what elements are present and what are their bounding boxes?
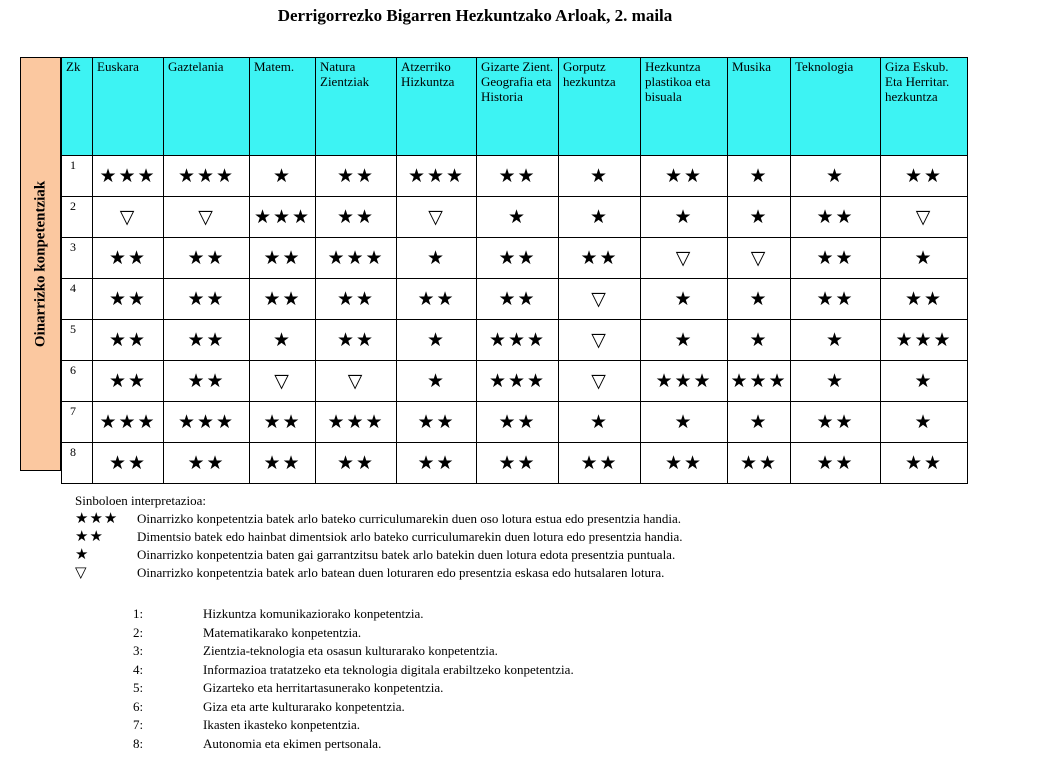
rating-cell: ★★: [316, 320, 397, 361]
rating-cell: ▽: [728, 238, 791, 279]
rating-cell: ★: [250, 156, 316, 197]
rating-cell: ▽: [881, 197, 968, 238]
rating-cell: ★★: [164, 279, 250, 320]
rating-cell: ★: [559, 156, 641, 197]
column-header: Gorputz hezkuntza: [559, 58, 641, 156]
competence-text: Giza eta arte kulturarako konpetentzia.: [203, 698, 405, 714]
rating-cell: ★: [397, 320, 477, 361]
legend-symbol: ▽: [75, 565, 88, 581]
rating-cell: ★★★: [250, 197, 316, 238]
row-number: 8: [62, 443, 93, 484]
rating-cell: ★★: [164, 443, 250, 484]
rating-cell: ★: [728, 156, 791, 197]
rating-cell: ★★: [164, 238, 250, 279]
column-header: Musika: [728, 58, 791, 156]
row-number: 3: [62, 238, 93, 279]
rating-cell: ★★: [164, 320, 250, 361]
table-row: [62, 320, 968, 361]
competence-item: [133, 679, 574, 698]
competence-number: 1:: [133, 606, 144, 621]
rating-cell: ★★: [477, 238, 559, 279]
rating-cell: ★★: [559, 443, 641, 484]
column-header: Euskara: [93, 58, 164, 156]
rating-cell: ▽: [641, 238, 728, 279]
rating-cell: ★★★: [397, 156, 477, 197]
rating-cell: ▽: [250, 361, 316, 402]
competence-item: [133, 716, 574, 735]
rating-cell: ★★: [397, 402, 477, 443]
rating-cell: ★: [641, 402, 728, 443]
rating-cell: ★★★: [164, 156, 250, 197]
rating-cell: ★: [641, 279, 728, 320]
rating-cell: ★★★: [881, 320, 968, 361]
competence-text: Autonomia eta ekimen pertsonala.: [203, 735, 382, 751]
table-row: [62, 361, 968, 402]
rating-cell: ★★★: [316, 238, 397, 279]
rating-cell: ★★: [93, 443, 164, 484]
rating-cell: ★★: [791, 443, 881, 484]
rating-cell: ★: [559, 402, 641, 443]
rating-cell: ★★: [93, 320, 164, 361]
competence-item: [133, 624, 574, 643]
rating-cell: ▽: [164, 197, 250, 238]
legend-item: [75, 546, 682, 564]
column-header: Natura Zientziak: [316, 58, 397, 156]
rating-cell: ★★: [164, 361, 250, 402]
rating-cell: ★★★: [641, 361, 728, 402]
rating-cell: ★★★: [93, 156, 164, 197]
rating-cell: ★: [791, 156, 881, 197]
side-label: [20, 57, 61, 471]
competence-text: Informazioa tratatzeko eta teknologia digitala erabiltzeko konpetentzia.: [203, 661, 574, 677]
rating-cell: ★: [641, 320, 728, 361]
competence-number: 6:: [133, 698, 144, 714]
rating-cell: ★: [728, 320, 791, 361]
rating-cell: ★★: [791, 197, 881, 238]
competence-table: [61, 57, 968, 484]
rating-cell: ★★: [316, 197, 397, 238]
legend-item: [75, 510, 682, 528]
rating-cell: ★★★: [316, 402, 397, 443]
column-header: Atzerriko Hizkuntza: [397, 58, 477, 156]
rating-cell: ▽: [559, 361, 641, 402]
rating-cell: ★★: [881, 279, 968, 320]
competence-number: 4:: [133, 661, 144, 677]
competence-number: 8:: [133, 735, 144, 751]
rating-cell: ★: [250, 320, 316, 361]
row-number: 2: [62, 197, 93, 238]
table-row: [62, 443, 968, 484]
rating-cell: ▽: [559, 279, 641, 320]
column-header: Gaztelania: [164, 58, 250, 156]
legend-text: Oinarrizko konpetentzia batek arlo batean duen loturaren edo presentzia eskasa edo hutsalaren lotura.: [137, 565, 665, 580]
rating-cell: ★★★: [477, 320, 559, 361]
rating-cell: ★: [881, 402, 968, 443]
table-body: [62, 156, 968, 484]
rating-cell: ★★: [641, 156, 728, 197]
competence-list: [133, 605, 574, 753]
competence-item: [133, 642, 574, 661]
rating-cell: ★★: [250, 443, 316, 484]
rating-cell: ★★: [93, 361, 164, 402]
legend-symbol: ★★★: [75, 511, 119, 527]
rating-cell: ★★: [791, 279, 881, 320]
row-number: 1: [62, 156, 93, 197]
rating-cell: ★★: [477, 443, 559, 484]
legend-symbol: ★★: [75, 529, 104, 545]
rating-cell: ★★: [728, 443, 791, 484]
rating-cell: ★★: [559, 238, 641, 279]
rating-cell: ★★: [316, 443, 397, 484]
rating-cell: ★★: [316, 156, 397, 197]
rating-cell: ★★★: [477, 361, 559, 402]
rating-cell: ★★: [316, 279, 397, 320]
competence-number: 2:: [133, 624, 144, 640]
rating-cell: ★★: [791, 238, 881, 279]
column-header: Giza Eskub. Eta Herritar. hezkuntza: [881, 58, 968, 156]
rating-cell: ★★: [791, 402, 881, 443]
column-header: Gizarte Zient. Geografia eta Historia: [477, 58, 559, 156]
competence-item: [133, 735, 574, 754]
legend-heading: Sinboloen interpretazioa:: [75, 493, 207, 508]
rating-cell: ★★: [250, 238, 316, 279]
rating-cell: ★: [397, 238, 477, 279]
rating-cell: ★: [728, 402, 791, 443]
rating-cell: ▽: [93, 197, 164, 238]
rating-cell: ★★★: [164, 402, 250, 443]
row-number: 4: [62, 279, 93, 320]
competence-text: Matematikarako konpetentzia.: [203, 624, 362, 640]
rating-cell: ★: [881, 238, 968, 279]
legend-text: Oinarrizko konpetentzia baten gai garrantzitsu batek arlo batekin duen lotura edota presentzia puntuala.: [137, 547, 676, 562]
table-row: [62, 238, 968, 279]
rating-cell: ★★: [881, 156, 968, 197]
competence-number: 3:: [133, 643, 144, 658]
legend: [75, 492, 682, 582]
rating-cell: ★: [559, 197, 641, 238]
rating-cell: ★: [791, 320, 881, 361]
rating-cell: ★: [728, 279, 791, 320]
rating-cell: ★★: [641, 443, 728, 484]
competence-item: [133, 661, 574, 680]
rating-cell: ★: [477, 197, 559, 238]
rating-cell: ★: [881, 361, 968, 402]
competence-item: [133, 605, 574, 624]
rating-cell: ▽: [316, 361, 397, 402]
rating-cell: ★★★: [93, 402, 164, 443]
rating-cell: ★★: [250, 402, 316, 443]
table-row: [62, 402, 968, 443]
competence-number: 5:: [133, 680, 144, 695]
legend-text: Dimentsio batek edo hainbat dimentsiok arlo bateko curriculumarekin duen lotura edo presentzia handia.: [137, 529, 683, 544]
table-header-row: [62, 58, 968, 156]
competence-text: Hizkuntza komunikaziorako konpetentzia.: [203, 606, 424, 621]
rating-cell: ★★: [93, 279, 164, 320]
column-header: Hezkuntza plastikoa eta bisuala: [641, 58, 728, 156]
column-header: Matem.: [250, 58, 316, 156]
competence-text: Zientzia-teknologia eta osasun kulturarako konpetentzia.: [203, 643, 498, 658]
table-row: [62, 156, 968, 197]
legend-symbol: ★: [75, 547, 90, 563]
legend-item: [75, 528, 682, 546]
rating-cell: ★★: [397, 279, 477, 320]
competence-text: Ikasten ikasteko konpetentzia.: [203, 717, 361, 732]
rating-cell: ★★: [477, 156, 559, 197]
competence-item: [133, 698, 574, 717]
rating-cell: ★★: [881, 443, 968, 484]
column-header: Zk: [62, 58, 93, 156]
rating-cell: ★: [397, 361, 477, 402]
rating-cell: ★★: [93, 238, 164, 279]
row-number: 5: [62, 320, 93, 361]
rating-cell: ★: [791, 361, 881, 402]
page-title: Derrigorrezko Bigarren Hezkuntzako Arloak, 2. maila: [277, 6, 673, 25]
rating-cell: ★★★: [728, 361, 791, 402]
row-number: 6: [62, 361, 93, 402]
legend-text: Oinarrizko konpetentzia batek arlo bateko curriculumarekin duen oso lotura estua edo presentzia handia.: [137, 511, 681, 526]
rating-cell: ★: [728, 197, 791, 238]
column-header: Teknologia: [791, 58, 881, 156]
rating-cell: ★★: [250, 279, 316, 320]
rating-cell: ▽: [397, 197, 477, 238]
table-row: [62, 279, 968, 320]
row-number: 7: [62, 402, 93, 443]
side-label-text: Oinarrizko konpetentziak: [32, 180, 48, 348]
rating-cell: ★★: [477, 402, 559, 443]
rating-cell: ★★: [477, 279, 559, 320]
rating-cell: ★★: [397, 443, 477, 484]
rating-cell: ▽: [559, 320, 641, 361]
rating-cell: ★: [641, 197, 728, 238]
table-row: [62, 197, 968, 238]
legend-item: [75, 564, 682, 582]
competence-text: Gizarteko eta herritartasunerako konpetentzia.: [203, 680, 444, 695]
competence-number: 7:: [133, 717, 144, 732]
